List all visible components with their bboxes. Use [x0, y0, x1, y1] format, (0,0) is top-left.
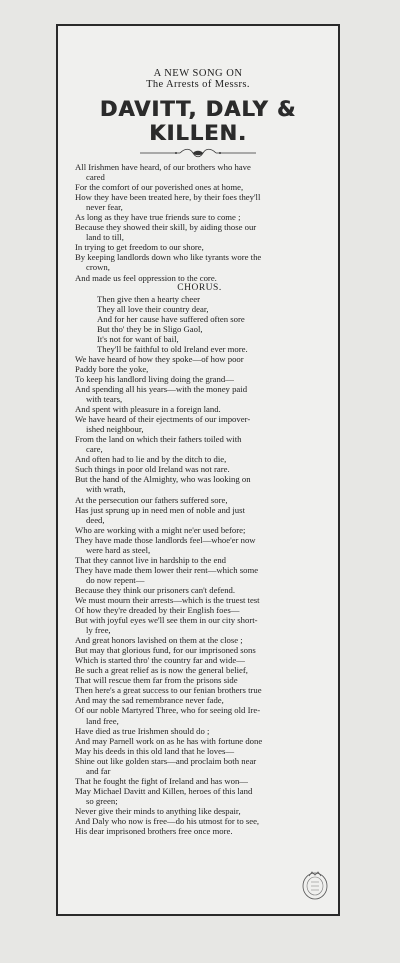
- title-block: [58, 68, 338, 158]
- song-line: And made us feel oppression to the core.: [75, 272, 217, 283]
- subtitle-line-1: A NEW SONG ON: [153, 68, 243, 79]
- song-line: They have made those landlords feel—whoe'er now: [75, 534, 256, 545]
- song-line: But tho' they be in Sligo Gaol,: [97, 323, 203, 334]
- song-line: May his deeds in this old land that he loves—: [75, 745, 235, 756]
- song-line: care,: [86, 444, 103, 455]
- song-line: That will rescue them far from the prisons side: [75, 675, 238, 686]
- song-line: And great honors lavished on them at the close ;: [75, 635, 243, 646]
- song-line: His dear imprisoned brothers free once more.: [75, 826, 233, 837]
- song-line: deed,: [86, 514, 105, 525]
- song-line: At the persecution our fathers suffered sore,: [75, 494, 228, 505]
- song-line: Then give then a hearty cheer: [97, 293, 200, 304]
- verse-1: [75, 162, 324, 283]
- song-line: do now repent—: [86, 574, 145, 585]
- song-line: Because they showed their skill, by aiding those our: [75, 222, 257, 233]
- song-line: We have heard of how they spoke—of how poor: [75, 353, 244, 364]
- main-title: DAVITT, DALY & KILLEN.: [99, 97, 297, 145]
- song-line: From the land on which their fathers toiled with: [75, 434, 242, 445]
- song-line: Then here's a great success to our fenian brothers true: [75, 685, 262, 696]
- song-line: Of how they're dreaded by their English foes—: [75, 605, 240, 616]
- song-line: And Daly who now is free—do his utmost for to see,: [75, 816, 260, 826]
- song-line: We have heard of their ejectments of our impover-: [75, 414, 251, 425]
- broadside-sheet: [56, 24, 340, 916]
- song-line: Of our noble Martyred Three, who for seeing old Ire-: [75, 705, 261, 716]
- song-line: ly free,: [86, 625, 111, 636]
- song-line: And spending all his years—with the money paid: [75, 383, 248, 394]
- song-line: How they have been treated here, by their foes they'll: [75, 192, 261, 203]
- song-line: so green;: [86, 795, 118, 806]
- chorus-heading: CHORUS.: [177, 282, 222, 293]
- song-line: And may the sad remembrance never fade,: [75, 695, 224, 706]
- song-line: May Michael Davitt and Killen, heroes of this land: [75, 785, 253, 796]
- song-line: never fear,: [86, 202, 123, 213]
- song-line: But with joyful eyes we'll see them in our city short-: [75, 615, 258, 626]
- song-line: And for her cause have suffered often sore: [97, 313, 245, 324]
- song-line: Has just sprung up in need men of noble and just: [75, 504, 245, 515]
- song-line: They all love their country dear,: [97, 303, 209, 314]
- song-line: Which is started thro' the country far and wide—: [75, 655, 245, 666]
- song-line: That he fought the fight of Ireland and has won—: [75, 775, 248, 786]
- song-text: [58, 162, 338, 836]
- song-line: As long as they have true friends sure to come ;: [75, 212, 241, 223]
- song-line: It's not for want of bail,: [97, 333, 179, 344]
- flourish-divider-icon: [138, 148, 258, 158]
- song-line: And may Parnell work on as he has with fortune done: [75, 735, 263, 746]
- song-line: cared: [86, 172, 105, 183]
- printer-emblem-icon: [300, 868, 330, 902]
- song-line: ished neighbour,: [86, 424, 144, 435]
- song-line: land free,: [86, 715, 119, 726]
- song-line: Be such a great relief as is now the general belief,: [75, 665, 248, 676]
- song-line: And spent with pleasure in a foreign land.: [75, 404, 221, 415]
- song-line: Because they think our prisoners can't defend.: [75, 584, 236, 595]
- song-line: But may that glorious fund, for our imprisoned sons: [75, 645, 256, 656]
- song-line: Such things in poor old Ireland was not rare.: [75, 464, 230, 475]
- song-line: with wrath,: [86, 484, 126, 495]
- song-line: By keeping landlords down who like tyrants wore the: [75, 252, 262, 263]
- song-line: and far: [86, 765, 111, 776]
- song-line: with tears,: [86, 394, 123, 405]
- subtitle-line-2: The Arrests of Messrs.: [146, 79, 250, 90]
- song-line: Have died as true Irishmen should do ;: [75, 725, 210, 736]
- song-line: land to till,: [86, 232, 124, 243]
- song-line: Who are working with a might ne'er used before;: [75, 524, 246, 535]
- song-line: But the hand of the Almighty, who was looking on: [75, 474, 251, 485]
- song-line: They'll be faithful to old Ireland ever more.: [97, 343, 248, 354]
- song-line: And often had to lie and by the ditch to die,: [75, 454, 227, 465]
- song-line: All Irishmen have heard, of our brothers who have: [75, 162, 251, 172]
- song-line: That they cannot live in hardship to the end: [75, 554, 227, 565]
- song-line: In trying to get freedom to our shore,: [75, 242, 204, 253]
- song-line: To keep his landlord living doing the grand—: [75, 373, 234, 384]
- song-line: We must mourn their arrests—which is the truest test: [75, 594, 260, 605]
- song-line: Never give their minds to anything like despair,: [75, 805, 241, 816]
- song-line: Paddy bore the yoke,: [75, 363, 149, 374]
- song-line: were hard as steel,: [86, 544, 151, 555]
- chorus-lines: [75, 294, 324, 354]
- verse-2: [75, 354, 324, 836]
- song-line: They have made them lower their rent—which some: [75, 564, 259, 575]
- song-line: For the comfort of our poverished ones at home,: [75, 182, 244, 193]
- song-line: crown,: [86, 262, 110, 273]
- song-line: Shine out like golden stars—and proclaim both near: [75, 755, 257, 766]
